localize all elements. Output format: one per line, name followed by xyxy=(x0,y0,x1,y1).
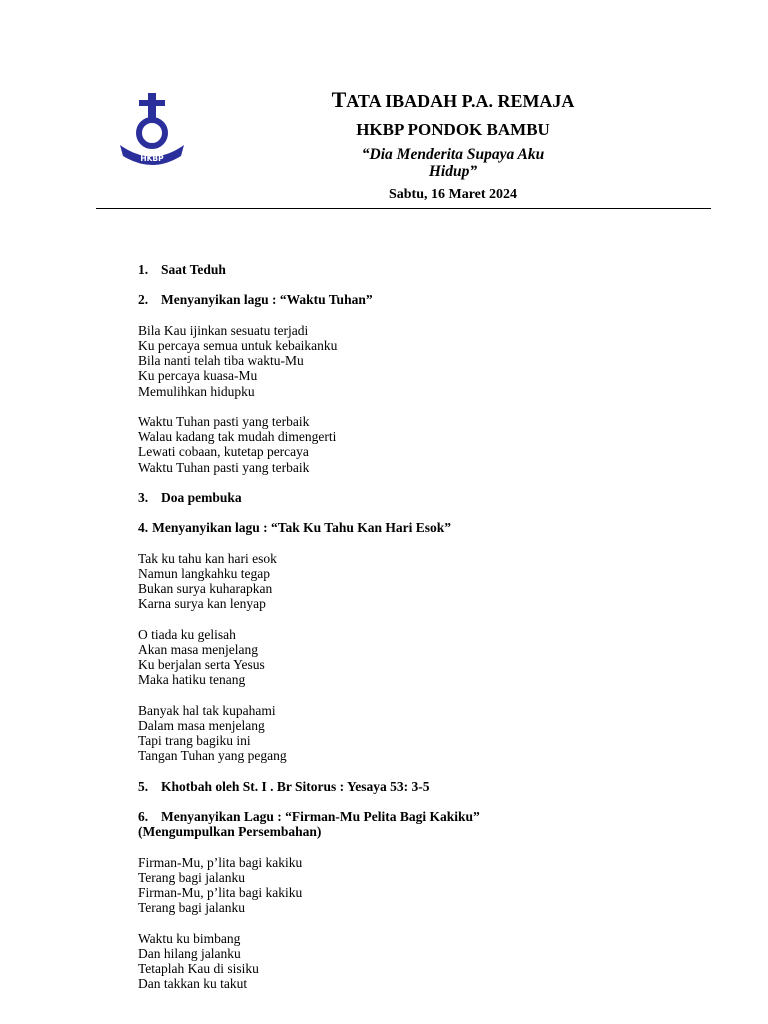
lyric-line: Bila nanti telah tiba waktu-Mu xyxy=(138,353,304,369)
theme-line: “Dia Menderita Supaya Aku xyxy=(361,146,545,163)
lyric-line: Waktu Tuhan pasti yang terbaik xyxy=(138,413,310,429)
lyric-line: Lewati cobaan, kutetap percaya xyxy=(138,444,309,460)
section-heading xyxy=(138,490,698,505)
section-number: 6. xyxy=(138,809,149,825)
header-divider xyxy=(96,208,711,209)
hkbp-logo xyxy=(115,90,189,170)
section-label: Saat Teduh xyxy=(161,262,226,277)
lyric-line: Tetaplah Kau di sisiku xyxy=(138,961,259,977)
title-initial: T xyxy=(331,87,347,112)
lyric-line: Maka hatiku tenang xyxy=(138,672,246,688)
lyric-stanza xyxy=(138,703,698,764)
lyric-stanza xyxy=(138,414,698,475)
title-rest: ATA IBADAH P.A. REMAJA xyxy=(346,91,575,111)
cross-ring-icon xyxy=(115,90,189,170)
lyric-line: Bila Kau ijinkan sesuatu terjadi xyxy=(138,322,309,338)
lyric-line: Tapi trang bagiku ini xyxy=(138,733,251,749)
lyric-line: Dan takkan ku takut xyxy=(138,976,248,992)
section-heading xyxy=(138,809,698,839)
section-number: 3. xyxy=(138,489,149,505)
lyric-line: O tiada ku gelisah xyxy=(138,626,236,642)
lyric-line: Walau kadang tak mudah dimengerti xyxy=(138,429,337,445)
order-of-service xyxy=(138,262,698,1007)
lyric-stanza xyxy=(138,931,698,992)
lyric-line: Firman-Mu, p’lita bagi kakiku xyxy=(138,854,303,870)
section-heading xyxy=(138,520,698,535)
lyric-line: Akan masa menjelang xyxy=(138,641,258,657)
lyric-line: Ku percaya semua untuk kebaikanku xyxy=(138,337,338,353)
lyric-line: Namun langkahku tegap xyxy=(138,565,270,581)
lyric-line: Karna surya kan lenyap xyxy=(138,596,266,612)
lyric-line: Banyak hal tak kupahami xyxy=(138,702,276,718)
lyric-line: Tak ku tahu kan hari esok xyxy=(138,550,277,566)
lyric-stanza xyxy=(138,855,698,916)
section-heading xyxy=(138,779,698,794)
lyric-line: Bukan surya kuharapkan xyxy=(138,581,273,597)
lyric-line: Terang bagi jalanku xyxy=(138,869,246,885)
lyric-line: Ku percaya kuasa-Mu xyxy=(138,368,258,384)
lyric-line: Dan hilang jalanku xyxy=(138,945,241,961)
lyric-line: Tangan Tuhan yang pegang xyxy=(138,748,287,764)
lyric-line: Waktu Tuhan pasti yang terbaik xyxy=(138,459,310,475)
theme-line: Hidup” xyxy=(428,163,478,180)
theme xyxy=(300,146,606,180)
section-label: Menyanyikan Lagu : “Firman-Mu Pelita Bagi Kakiku” xyxy=(161,809,480,825)
lyric-stanza xyxy=(138,627,698,688)
lyric-stanza xyxy=(138,551,698,612)
section-label: Khotbah oleh St. I . Br Sitorus : Yesaya 53: 3-5 xyxy=(161,778,430,794)
document-title xyxy=(300,87,606,113)
lyric-line: Ku berjalan serta Yesus xyxy=(138,657,265,673)
lyric-line: Dalam masa menjelang xyxy=(138,717,265,733)
lyric-line: Memulihkan hidupku xyxy=(138,383,255,399)
lyric-line: Waktu ku bimbang xyxy=(138,930,241,946)
service-date: Sabtu, 16 Maret 2024 xyxy=(388,187,518,202)
lyric-line: Firman-Mu, p’lita bagi kakiku xyxy=(138,885,303,901)
section-sublabel: (Mengumpulkan Persembahan) xyxy=(138,824,322,840)
section-number: 2. xyxy=(138,292,149,308)
section-heading xyxy=(138,292,698,307)
church-name: HKBP PONDOK BAMBU xyxy=(356,120,550,139)
lyric-stanza xyxy=(138,323,698,399)
section-label: Menyanyikan lagu : “Waktu Tuhan” xyxy=(161,292,373,308)
section-label: Doa pembuka xyxy=(161,489,242,505)
lyric-line: Terang bagi jalanku xyxy=(138,900,246,916)
section-label: Menyanyikan lagu : “Tak Ku Tahu Kan Hari Esok” xyxy=(152,520,451,536)
section-number: 4. xyxy=(138,520,149,536)
section-heading xyxy=(138,262,698,277)
section-number: 5. xyxy=(138,778,149,794)
section-number: 1. xyxy=(138,262,149,277)
logo-text: HKBP xyxy=(140,154,164,163)
